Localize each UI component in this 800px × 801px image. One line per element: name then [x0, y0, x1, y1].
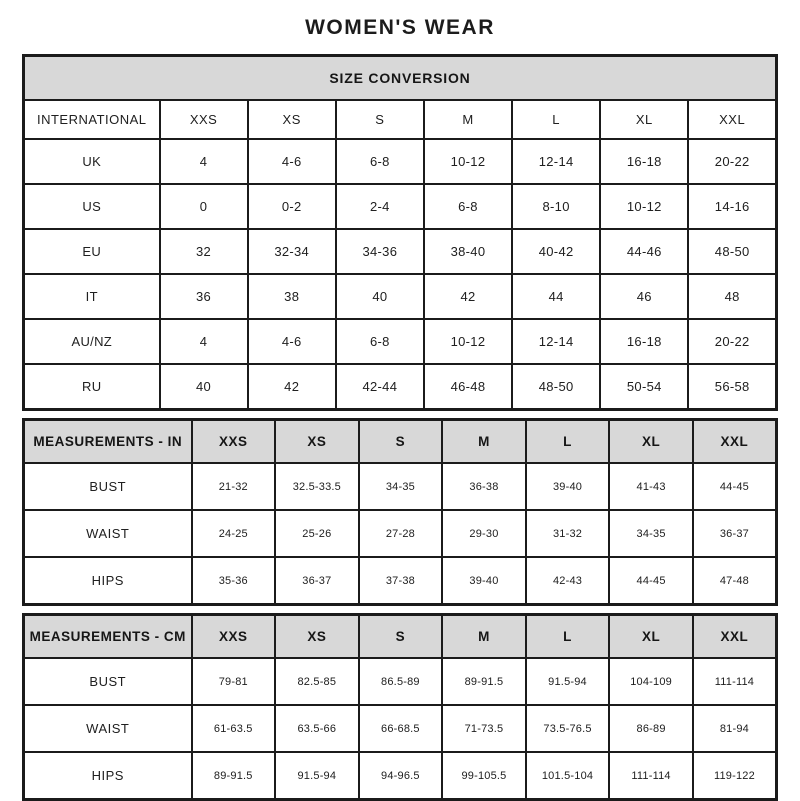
measurement-cell: 44-45: [609, 557, 693, 605]
col-header-s: S: [359, 420, 443, 464]
col-header-xxl: XXL: [693, 420, 777, 464]
row-label-waist: WAIST: [24, 510, 192, 557]
size-cell: 10-12: [600, 184, 688, 229]
col-header-m: M: [442, 615, 526, 659]
size-cell: 4: [160, 139, 248, 184]
measurement-cell: 94-96.5: [359, 752, 443, 800]
size-conversion-table: [22, 54, 778, 411]
size-cell: 42-44: [336, 364, 424, 410]
row-label-waist: WAIST: [24, 705, 192, 752]
measurement-cell: 35-36: [192, 557, 276, 605]
size-cell: 20-22: [688, 319, 776, 364]
size-conversion-title: SIZE CONVERSION: [24, 56, 777, 101]
measurement-cell: 119-122: [693, 752, 777, 800]
row-label-bust: BUST: [24, 658, 192, 705]
measurement-cell: 44-45: [693, 463, 777, 510]
col-header-s: S: [336, 100, 424, 139]
col-header-xxs: XXS: [192, 615, 276, 659]
size-cell: 40-42: [512, 229, 600, 274]
size-cell: 48-50: [688, 229, 776, 274]
row-label-bust: BUST: [24, 463, 192, 510]
col-header-international: INTERNATIONAL: [24, 100, 160, 139]
measurement-cell: 34-35: [609, 510, 693, 557]
size-cell: 46-48: [424, 364, 512, 410]
measurements-cm-title: MEASUREMENTS - CM: [24, 615, 192, 659]
table-row-eu: [24, 229, 777, 274]
table-row-it: [24, 274, 777, 319]
size-cell: 20-22: [688, 139, 776, 184]
measurement-cell: 99-105.5: [442, 752, 526, 800]
row-label-it: IT: [24, 274, 160, 319]
measurement-cell: 25-26: [275, 510, 359, 557]
measurement-cell: 21-32: [192, 463, 276, 510]
measurement-cell: 39-40: [526, 463, 610, 510]
measurement-cell: 101.5-104: [526, 752, 610, 800]
size-cell: 32: [160, 229, 248, 274]
measurement-cell: 91.5-94: [526, 658, 610, 705]
table-row-ru: [24, 364, 777, 410]
measurement-cell: 86.5-89: [359, 658, 443, 705]
size-cell: 16-18: [600, 319, 688, 364]
table-row-aunz: [24, 319, 777, 364]
col-header-l: L: [526, 615, 610, 659]
size-cell: 44: [512, 274, 600, 319]
size-cell: 0: [160, 184, 248, 229]
col-header-xxl: XXL: [688, 100, 776, 139]
measurement-cell: 27-28: [359, 510, 443, 557]
size-cell: 40: [160, 364, 248, 410]
size-cell: 48: [688, 274, 776, 319]
row-label-us: US: [24, 184, 160, 229]
col-header-xl: XL: [600, 100, 688, 139]
size-cell: 32-34: [248, 229, 336, 274]
measurement-cell: 111-114: [609, 752, 693, 800]
table-row-waist-cm: [24, 705, 777, 752]
table-row-bust-in: [24, 463, 777, 510]
measurement-cell: 47-48: [693, 557, 777, 605]
row-label-ru: RU: [24, 364, 160, 410]
size-cell: 2-4: [336, 184, 424, 229]
measurements-in-table: [22, 418, 778, 606]
measurement-cell: 61-63.5: [192, 705, 276, 752]
col-header-xxs: XXS: [192, 420, 276, 464]
size-cell: 40: [336, 274, 424, 319]
size-cell: 6-8: [336, 319, 424, 364]
measurements-in-title: MEASUREMENTS - IN: [24, 420, 192, 464]
measurement-cell: 37-38: [359, 557, 443, 605]
measurements-cm-table: [22, 613, 778, 801]
measurement-cell: 89-91.5: [192, 752, 276, 800]
size-cell: 50-54: [600, 364, 688, 410]
col-header-l: L: [512, 100, 600, 139]
measurements-in-header-row: [24, 420, 777, 464]
table-row-uk: [24, 139, 777, 184]
row-label-hips: HIPS: [24, 752, 192, 800]
measurement-cell: 32.5-33.5: [275, 463, 359, 510]
size-cell: 0-2: [248, 184, 336, 229]
table-row-hips-in: [24, 557, 777, 605]
size-conversion-title-row: [24, 56, 777, 101]
measurement-cell: 36-38: [442, 463, 526, 510]
col-header-xs: XS: [248, 100, 336, 139]
size-cell: 8-10: [512, 184, 600, 229]
col-header-xl: XL: [609, 615, 693, 659]
col-header-xs: XS: [275, 420, 359, 464]
size-cell: 46: [600, 274, 688, 319]
measurement-cell: 36-37: [275, 557, 359, 605]
table-row-hips-cm: [24, 752, 777, 800]
measurement-cell: 39-40: [442, 557, 526, 605]
row-label-aunz: AU/NZ: [24, 319, 160, 364]
measurement-cell: 36-37: [693, 510, 777, 557]
size-cell: 36: [160, 274, 248, 319]
size-cell: 44-46: [600, 229, 688, 274]
measurement-cell: 31-32: [526, 510, 610, 557]
measurement-cell: 73.5-76.5: [526, 705, 610, 752]
size-cell: 12-14: [512, 319, 600, 364]
col-header-m: M: [424, 100, 512, 139]
size-cell: 14-16: [688, 184, 776, 229]
size-cell: 42: [424, 274, 512, 319]
size-cell: 38-40: [424, 229, 512, 274]
measurements-cm-header-row: [24, 615, 777, 659]
measurement-cell: 24-25: [192, 510, 276, 557]
measurement-cell: 71-73.5: [442, 705, 526, 752]
measurement-cell: 41-43: [609, 463, 693, 510]
size-cell: 6-8: [424, 184, 512, 229]
size-cell: 10-12: [424, 319, 512, 364]
measurement-cell: 111-114: [693, 658, 777, 705]
measurement-cell: 42-43: [526, 557, 610, 605]
size-cell: 34-36: [336, 229, 424, 274]
col-header-xxl: XXL: [693, 615, 777, 659]
col-header-xxs: XXS: [160, 100, 248, 139]
measurement-cell: 104-109: [609, 658, 693, 705]
size-cell: 10-12: [424, 139, 512, 184]
measurement-cell: 63.5-66: [275, 705, 359, 752]
size-cell: 6-8: [336, 139, 424, 184]
size-cell: 42: [248, 364, 336, 410]
measurement-cell: 79-81: [192, 658, 276, 705]
row-label-eu: EU: [24, 229, 160, 274]
col-header-xl: XL: [609, 420, 693, 464]
table-row-waist-in: [24, 510, 777, 557]
size-cell: 16-18: [600, 139, 688, 184]
measurement-cell: 89-91.5: [442, 658, 526, 705]
col-header-l: L: [526, 420, 610, 464]
size-conversion-header-row: [24, 100, 777, 139]
table-row-bust-cm: [24, 658, 777, 705]
size-cell: 48-50: [512, 364, 600, 410]
measurement-cell: 91.5-94: [275, 752, 359, 800]
size-cell: 56-58: [688, 364, 776, 410]
col-header-s: S: [359, 615, 443, 659]
measurement-cell: 29-30: [442, 510, 526, 557]
col-header-m: M: [442, 420, 526, 464]
measurement-cell: 86-89: [609, 705, 693, 752]
col-header-xs: XS: [275, 615, 359, 659]
size-cell: 4-6: [248, 319, 336, 364]
size-cell: 4-6: [248, 139, 336, 184]
size-cell: 38: [248, 274, 336, 319]
measurement-cell: 34-35: [359, 463, 443, 510]
measurement-cell: 81-94: [693, 705, 777, 752]
measurement-cell: 82.5-85: [275, 658, 359, 705]
row-label-uk: UK: [24, 139, 160, 184]
row-label-hips: HIPS: [24, 557, 192, 605]
table-row-us: [24, 184, 777, 229]
page-title: WOMEN'S WEAR: [305, 16, 495, 39]
measurement-cell: 66-68.5: [359, 705, 443, 752]
size-cell: 4: [160, 319, 248, 364]
size-cell: 12-14: [512, 139, 600, 184]
